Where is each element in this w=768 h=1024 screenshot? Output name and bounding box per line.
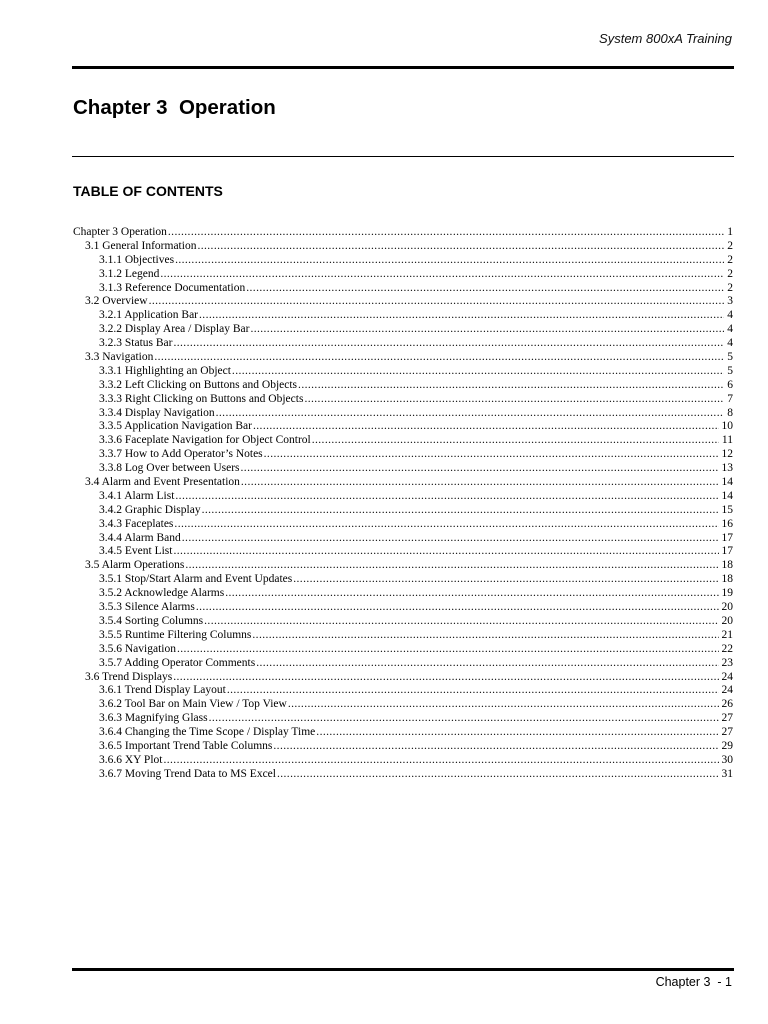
toc-entry-page: 4 [727,337,733,350]
toc-dot-leader [277,768,719,782]
toc-dot-leader [182,532,719,546]
toc-entry-page: 5 [727,364,733,377]
toc-entry[interactable] [73,726,733,740]
toc-entry-page: 20 [721,614,733,627]
toc-entry-label: 3.6.7 Moving Trend Data to MS Excel [99,767,276,780]
toc-entry[interactable] [73,420,733,434]
toc-entry-page: 29 [721,739,733,752]
toc-dot-leader [241,462,719,476]
toc-entry[interactable] [73,615,733,629]
toc-entry-label: 3.4 Alarm and Event Presentation [85,476,240,489]
toc-dot-leader [199,309,724,323]
toc-entry-label: 3.5.3 Silence Alarms [99,601,195,614]
toc-dot-leader [227,684,719,698]
toc-dot-leader [312,434,719,448]
toc-entry-label: 3.5.7 Adding Operator Comments [99,656,256,669]
toc-entry[interactable] [73,601,733,615]
toc-entry-page: 20 [721,601,733,614]
toc-dot-leader [154,351,724,365]
toc-entry[interactable] [73,295,733,309]
toc-entry[interactable] [73,629,733,643]
toc-dot-leader [175,490,718,504]
toc-entry-label: 3.6.2 Tool Bar on Main View / Top View [99,698,287,711]
toc-entry-label: 3.3.5 Application Navigation Bar [99,420,252,433]
toc-entry-page: 17 [721,545,733,558]
toc-entry-page: 2 [727,281,733,294]
chapter-rule [72,156,734,157]
toc-entry-page: 4 [727,323,733,336]
toc-entry[interactable] [73,671,733,685]
toc-entry-label: 3.2 Overview [85,295,148,308]
toc-entry-label: 3.3.6 Faceplate Navigation for Object Control [99,434,311,447]
toc-entry-label: 3.4.1 Alarm List [99,489,175,502]
toc-entry[interactable] [73,365,733,379]
toc-dot-leader [256,657,718,671]
toc-entry-page: 26 [721,698,733,711]
toc-dot-leader [250,323,724,337]
toc-entry[interactable] [73,282,733,296]
toc-entry[interactable] [73,240,733,254]
toc-entry-page: 6 [727,378,733,391]
toc-entry[interactable] [73,309,733,323]
toc-entry-page: 24 [721,670,733,683]
toc-dot-leader [304,393,724,407]
toc-entry[interactable] [73,518,733,532]
toc-dot-leader [185,559,718,573]
toc-entry-page: 16 [721,517,733,530]
toc-entry[interactable] [73,476,733,490]
toc-entry-label: 3.6.3 Magnifying Glass [99,712,208,725]
toc-entry-label: 3.1.1 Objectives [99,253,175,266]
toc-dot-leader [316,726,718,740]
toc-entry-page: 2 [727,267,733,280]
toc-dot-leader [168,226,724,240]
toc-entry[interactable] [73,323,733,337]
toc-entry-page: 4 [727,309,733,322]
toc-entry-page: 22 [721,642,733,655]
toc-entry-page: 7 [727,392,733,405]
toc-entry-label: 3.4.5 Event List [99,545,173,558]
chapter-heading: Chapter 3 Operation [73,96,276,119]
toc-dot-leader [232,365,724,379]
toc-entry[interactable] [73,643,733,657]
toc-heading: TABLE OF CONTENTS [73,183,223,199]
toc-dot-leader [273,740,718,754]
toc-entry-page: 15 [721,503,733,516]
toc-entry[interactable] [73,740,733,754]
toc-entry-label: 3.3.1 Highlighting an Object [99,364,231,377]
toc-entry[interactable] [73,532,733,546]
toc-entry[interactable] [73,462,733,476]
toc-entry[interactable] [73,226,733,240]
toc-entry-label: 3.1.2 Legend [99,267,160,280]
toc-entry-page: 14 [721,489,733,502]
toc-entry[interactable] [73,657,733,671]
toc-entry-page: 13 [721,462,733,475]
footer-rule [72,968,734,971]
footer-page-label: Chapter 3 - 1 [655,975,732,989]
toc-entry-label: Chapter 3 Operation [73,226,167,238]
toc-entry-page: 23 [721,656,733,669]
header-rule [72,66,734,69]
toc-entry-label: 3.2.1 Application Bar [99,309,199,322]
toc-entry-page: 10 [721,420,733,433]
toc-entry[interactable] [73,351,733,365]
toc-entry[interactable] [73,768,733,782]
toc-dot-leader [163,754,718,768]
toc-entry-label: 3.6.6 XY Plot [99,753,163,766]
toc-dot-leader [216,407,725,421]
toc-entry-label: 3.5.5 Runtime Filtering Columns [99,628,252,641]
page-header-title: System 800xA Training [599,31,732,46]
toc-entry[interactable] [73,573,733,587]
toc-entry-page: 31 [721,767,733,780]
table-of-contents [73,226,733,782]
toc-entry-page: 27 [721,712,733,725]
toc-entry-page: 19 [721,587,733,600]
toc-entry-label: 3.5.4 Sorting Columns [99,614,204,627]
toc-entry[interactable] [73,379,733,393]
toc-entry-page: 30 [721,753,733,766]
toc-entry-label: 3.1.3 Reference Documentation [99,281,246,294]
toc-entry-label: 3.6.4 Changing the Time Scope / Display Time [99,726,316,739]
toc-dot-leader [288,698,719,712]
toc-entry-page: 21 [721,628,733,641]
toc-entry[interactable] [73,434,733,448]
toc-entry[interactable] [73,712,733,726]
toc-entry-label: 3.3 Navigation [85,351,154,364]
toc-dot-leader [173,545,718,559]
toc-entry-label: 3.6.5 Important Trend Table Columns [99,739,273,752]
toc-dot-leader [196,601,719,615]
toc-dot-leader [197,240,724,254]
toc-dot-leader [204,615,718,629]
toc-entry-label: 3.4.3 Faceplates [99,517,174,530]
toc-entry[interactable] [73,268,733,282]
toc-dot-leader [160,268,724,282]
toc-dot-leader [202,504,719,518]
toc-entry-label: 3.4.2 Graphic Display [99,503,201,516]
toc-entry[interactable] [73,684,733,698]
toc-entry-page: 18 [721,573,733,586]
toc-entry-page: 2 [727,253,733,266]
toc-dot-leader [174,518,718,532]
toc-entry-page: 11 [721,434,733,447]
toc-entry-page: 1 [727,226,733,238]
toc-entry-label: 3.6 Trend Displays [85,670,173,683]
toc-entry-label: 3.4.4 Alarm Band [99,531,181,544]
toc-dot-leader [149,295,725,309]
toc-entry-label: 3.6.1 Trend Display Layout [99,684,226,697]
toc-dot-leader [173,671,718,685]
toc-dot-leader [298,379,724,393]
toc-entry-page: 14 [721,476,733,489]
toc-dot-leader [252,629,718,643]
toc-entry-label: 3.5 Alarm Operations [85,559,185,572]
toc-entry[interactable] [73,559,733,573]
toc-entry-label: 3.3.3 Right Clicking on Buttons and Objects [99,392,304,405]
toc-dot-leader [209,712,719,726]
toc-entry-label: 3.2.2 Display Area / Display Bar [99,323,250,336]
toc-entry[interactable] [73,545,733,559]
toc-entry[interactable] [73,393,733,407]
toc-entry[interactable] [73,337,733,351]
toc-entry[interactable] [73,587,733,601]
toc-entry[interactable] [73,490,733,504]
toc-dot-leader [246,282,724,296]
toc-entry[interactable] [73,698,733,712]
toc-dot-leader [253,420,719,434]
toc-entry[interactable] [73,754,733,768]
toc-entry-page: 3 [727,295,733,308]
toc-entry-label: 3.5.1 Stop/Start Alarm and Event Updates [99,573,293,586]
toc-entry[interactable] [73,448,733,462]
toc-dot-leader [177,643,719,657]
toc-entry-page: 17 [721,531,733,544]
toc-entry[interactable] [73,504,733,518]
toc-dot-leader [225,587,718,601]
toc-entry-label: 3.3.2 Left Clicking on Buttons and Objects [99,378,298,391]
toc-entry-label: 3.3.7 How to Add Operator’s Notes [99,448,263,461]
toc-entry-label: 3.2.3 Status Bar [99,337,173,350]
toc-dot-leader [173,337,724,351]
toc-dot-leader [264,448,719,462]
toc-entry-page: 5 [727,351,733,364]
toc-dot-leader [293,573,718,587]
toc-entry-label: 3.3.4 Display Navigation [99,406,215,419]
toc-entry-label: 3.3.8 Log Over between Users [99,462,240,475]
toc-entry-page: 18 [721,559,733,572]
toc-entry-label: 3.5.2 Acknowledge Alarms [99,587,225,600]
toc-entry-page: 8 [727,406,733,419]
toc-dot-leader [175,254,724,268]
toc-entry[interactable] [73,407,733,421]
toc-entry-label: 3.1 General Information [85,239,197,252]
toc-dot-leader [241,476,719,490]
toc-entry-page: 24 [721,684,733,697]
toc-entry-label: 3.5.6 Navigation [99,642,176,655]
toc-entry-page: 12 [721,448,733,461]
toc-entry-page: 27 [721,726,733,739]
toc-entry[interactable] [73,254,733,268]
toc-entry-page: 2 [727,239,733,252]
